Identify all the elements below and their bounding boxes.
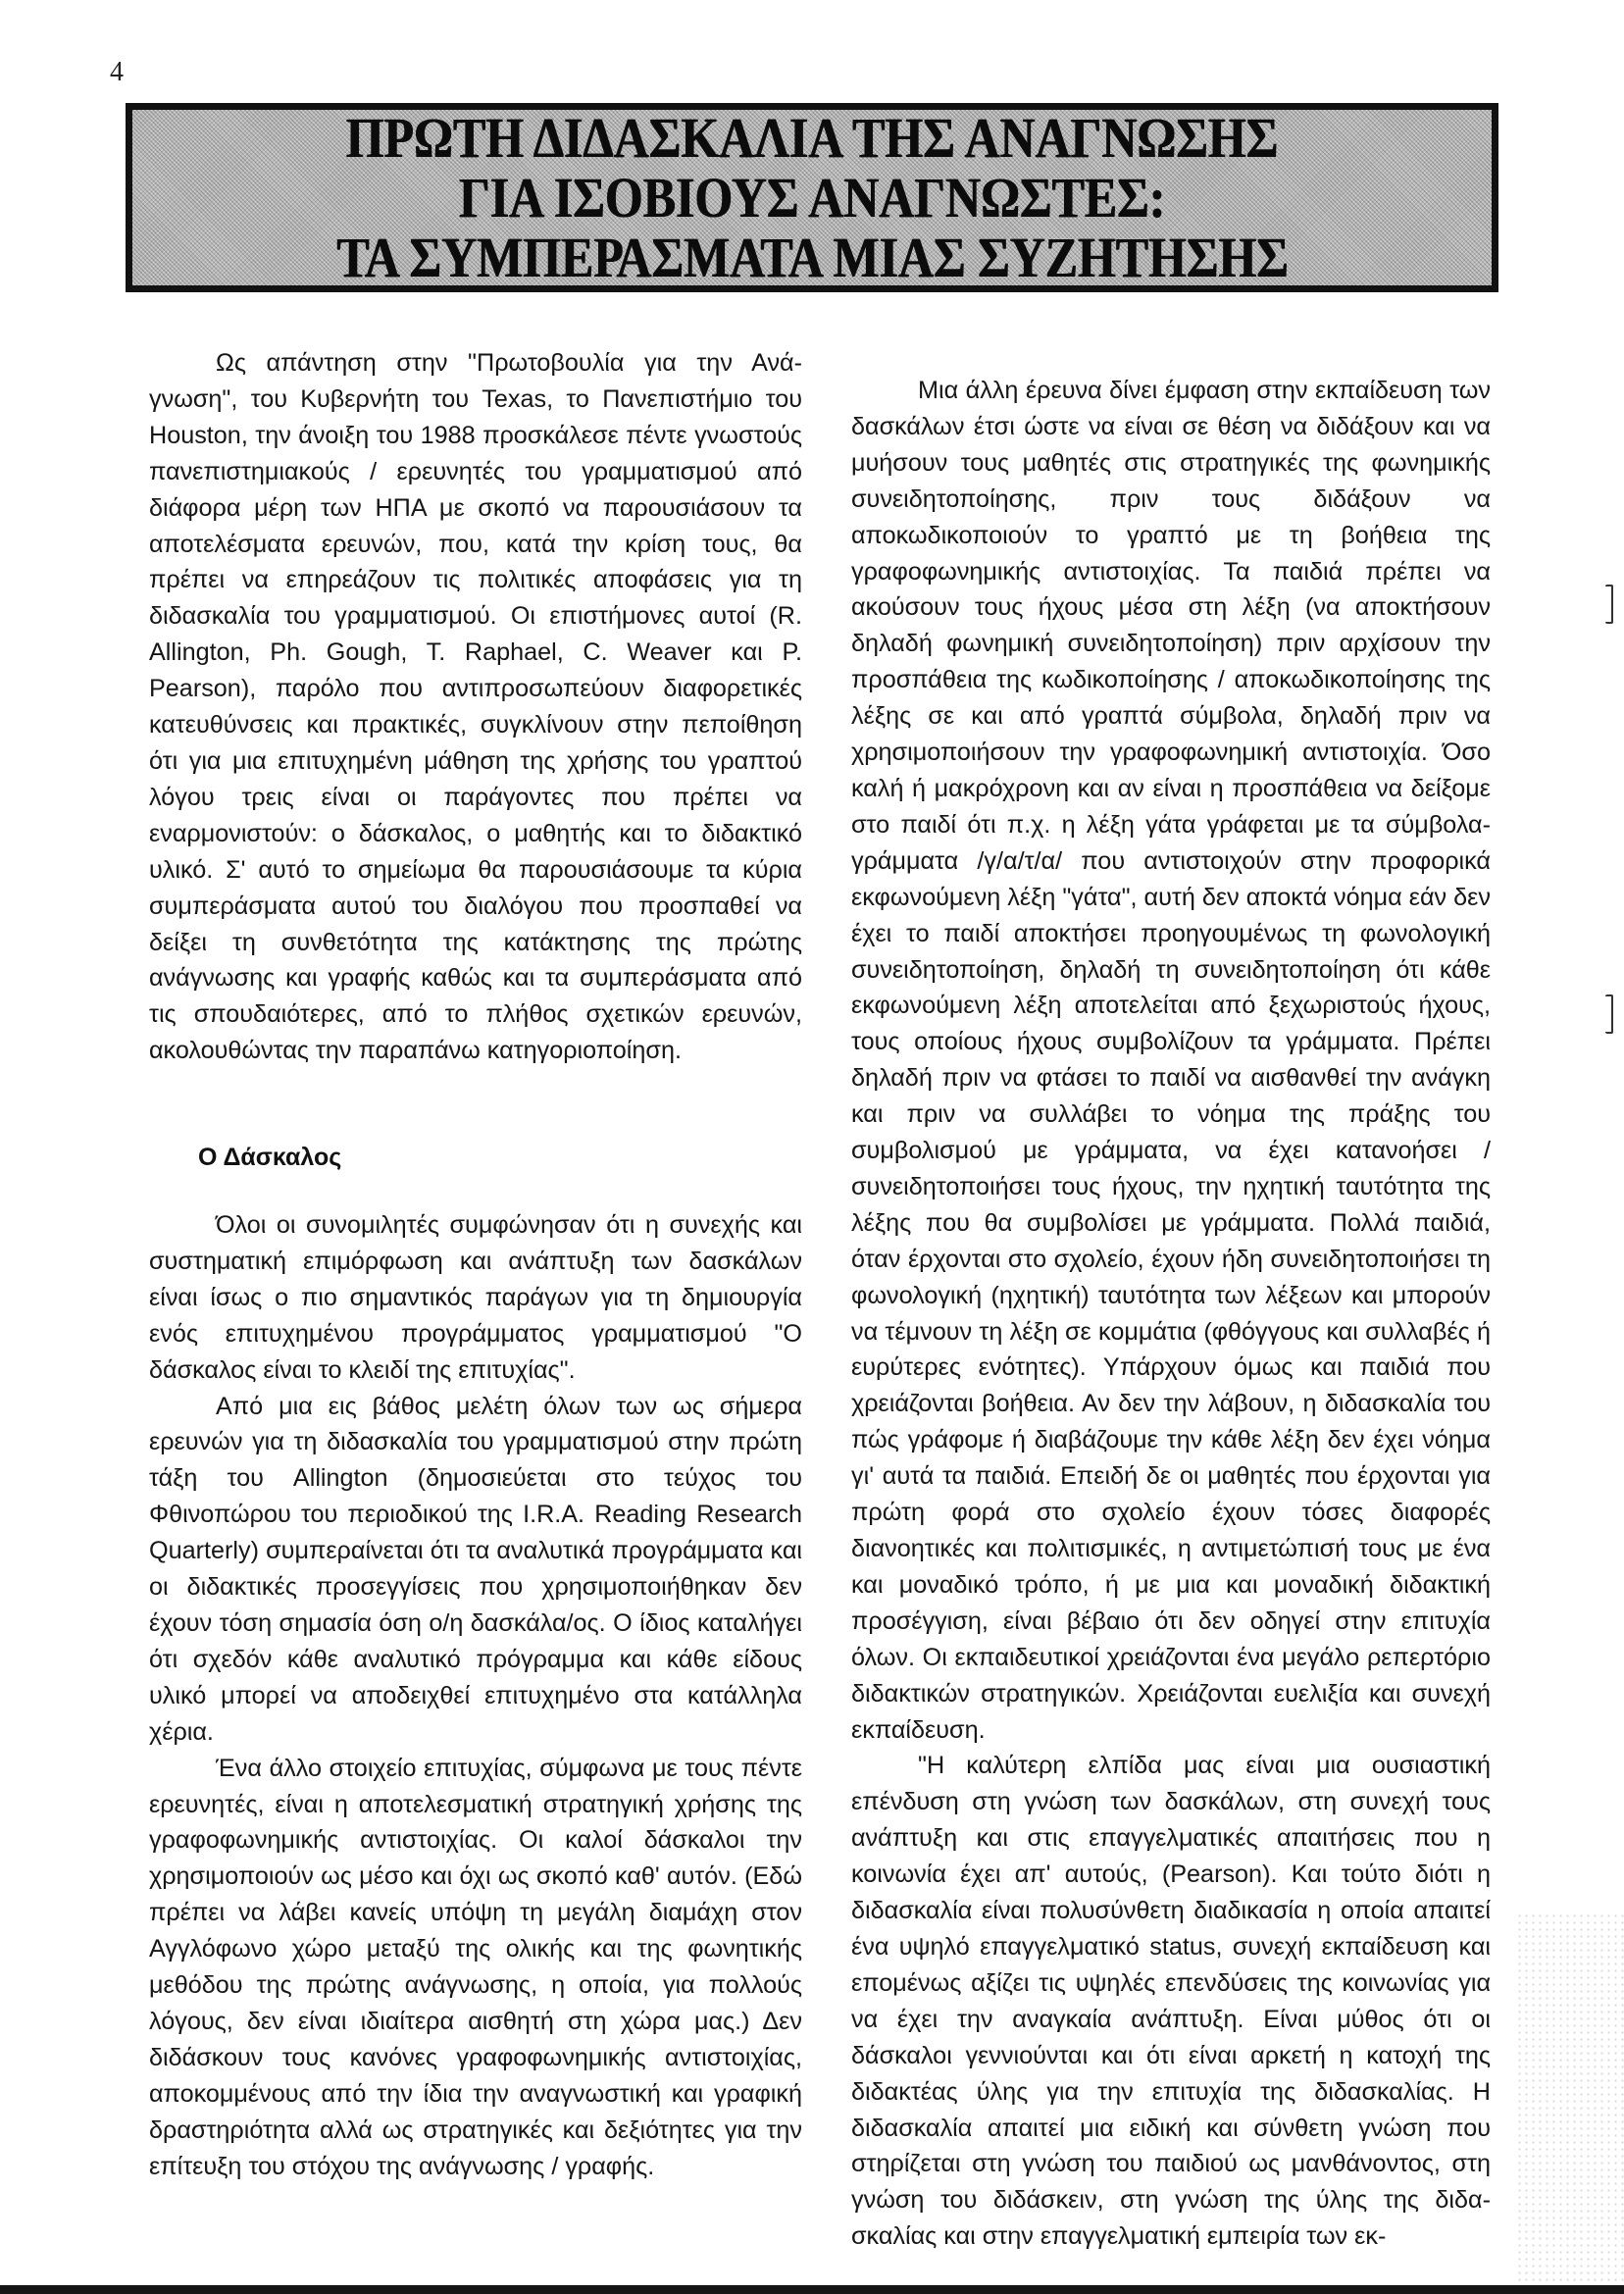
article-title-line-2: ΓΙΑ ΙΣΟΒΙΟΥΣ ΑΝΑΓΝΩΣΤΕΣ: xyxy=(458,166,1166,229)
scan-grain xyxy=(1516,1912,1624,2285)
article-title-line-1: ΠΡΩΤΗ ΔΙΔΑΣΚΑΛΙΑ ΤΗΣ ΑΝΑΓΝΩΣΗΣ xyxy=(345,106,1279,170)
right-column xyxy=(851,373,1491,2255)
body-paragraph: Από μια εις βάθος μελέτη όλων των ως σήμερα ερευνών για τη διδασκαλία του γραμματισμού στην πρώτη τάξη του Allington (δημοσιεύεται στο τεύχος του Φθινοπώρου του περιοδικού της I.R.A. Reading Research Quarterly) συμπεραίνεται ότι τα αναλυτικά προγράμματα και οι διδακτικές προσεγγίσεις που χρησιμοποιήθηκαν δεν έχουν τόση σημασία όση ο/η δασκάλα/ος. Ο ίδιος καταλήγει ότι σχεδόν κάθε αναλυτικό πρόγραμμα και κάθε είδους υλικό μπορεί να αποδειχθεί επιτυχημένο στα κατάλληλα χέρια. xyxy=(149,1392,802,1746)
article-title-line-3: ΤΑ ΣΥΜΠΕΡΑΣΜΑΤΑ ΜΙΑΣ ΣΥΖΗΤΗΣΗΣ xyxy=(335,226,1289,289)
section-heading-teacher: Ο Δάσκαλος xyxy=(198,1144,342,1172)
body-paragraph: Ένα άλλο στοιχείο επιτυχίας, σύμφωνα με τους πέντε ερευνητές, είναι η αποτελεσματική στρατηγική χρήσης της γραφοφωνημικής αντιστοιχίας. Οι καλοί δάσκαλοι την χρησιμοποιούν ως μέσο και όχι ως σκοπό καθ' αυτόν. (Εδώ πρέπει να λάβει κανείς υπόψη τη μεγάλη διαμάχη στον Αγγλόφωνο χώρο μεταξύ της ολικής και της φωνητικής μεθόδου της πρώτης ανάγνωσης, η οποία, για πολλούς λόγους, δεν είναι ιδιαίτερα αισθητή στη χώρα μας.) Δεν διδάσκουν τους κανόνες γραφοφωνημικής αντιστοιχίας, αποκομμένους από την ίδια την αναγνωστική και γραφική δραστηριότητα αλλά ως στρατηγικές και δεξιότητες για την επίτευξη του στόχου της ανάγνωσης / γραφής. xyxy=(149,1754,802,2180)
binding-mark xyxy=(1605,585,1613,624)
body-paragraph: "Η καλύτερη ελπίδα μας είναι μια ουσιαστική επένδυση στη γνώση των δασκάλων, στη συνεχή τους ανάπτυξη και στις επαγγελματικές απαιτήσεις που η κοινωνία έχει απ' αυτούς, (Pearson). Και τούτο διότι η διδασκαλία είναι πολυσύνθετη διαδικασία η οποία απαιτεί ένα υψηλό επαγγελματικό status, συνεχή εκπαίδευση και επομένως αξίζει τις υψηλές επενδύσεις της κοινωνίας για να έχει την αναγκαία ανάπτυξη. Είναι μύθος ότι οι δάσκαλοι γεννιούνται και ότι είναι αρκετή η κατοχή της διδακτέας ύλης για την επιτυχία της διδασκαλίας. Η διδασκαλία απαιτεί μια ειδική και σύνθετη γνώση που στηρίζεται στη γνώση του παιδιού ως μανθάνοντος, στη γνώση του διδάσκειν, στη γνώση της ύλης της διδασκαλίας και στην επαγγελματική εμπειρία των εκ- xyxy=(851,1752,1491,2251)
body-paragraph: Μια άλλη έρευνα δίνει έμφαση στην εκπαίδευση των δασκάλων έτσι ώστε να είναι σε θέση να διδάξουν και να μυήσουν τους μαθητές στις στρατηγικές της φωνημικής συνειδητοποίησης, πριν τους διδάξουν να αποκωδικοποιούν το γραπτό με τη βοήθεια της γραφοφωνημικής αντιστοιχίας. Τα παιδιά πρέπει να ακούσουν τους ήχους μέσα στη λέξη (να αποκτήσουν δηλαδή φωνημική συνειδητοποίηση) πριν αρχίσουν την προσπάθεια της κωδικοποίησης / αποκωδικοποίησης της λέξης σε και από γραπτά σύμβολα, δηλαδή πριν να χρησιμοποιήσουν την γραφοφωνημική αντιστοιχία. Όσο καλή ή μακρόχρονη και αν είναι η προσπάθεια να δείξομε στο παιδί ότι π.χ. η λέξη γάτα γράφεται με τα σύμβολα-γράμματα /γ/α/τ/α/ που αντιστοιχούν στην προφορικά εκφωνούμενη λέξη "γάτα", αυτή δεν αποκτά νόημα εάν δεν έχει το παιδί αποκτήσει προηγουμένως τη φωνολογική συνειδητοποίηση, δηλαδή τη συνειδητοποίηση ότι κάθε εκφωνούμενη λέξη αποτελείται από ξεχωριστούς ήχους, τους οποίους ήχους συμβολίζουν τα γράμματα. Πρέπει δηλαδή πριν να φτάσει το παιδί να αισθανθεί την ανάγκη και πριν να συλλάβει το νόημα της πράξης του συμβολισμού με γράμματα, να έχει κατανοήσει / συνειδητοποιήσει τους ήχους, την ηχητική ταυτότητα της λέξης που θα συμβολίσει με γράμματα. Πολλά παιδιά, όταν έρχονται στο σχολείο, έχουν ήδη συνειδητοποιήσει τη φωνολογική (ηχητική) ταυτότητα των λέξεων και μπορούν να τέμνουν τη λέξη σε κομμάτια (φθόγγους και συλλαβές ή ευρύτερες ενότητες). Υπάρχουν όμως και παιδιά που χρειάζονται βοήθεια. Αν δεν την λάβουν, η διδασκαλία του πώς γράφομε ή διαβάζουμε την κάθε λέξη δεν έχει νόημα γι' αυτά τα παιδιά. Επειδή δε οι μαθητές που έρχονται για πρώτη φορά στο σχολείο έχουν τόσες διαφορές διανοητικές και πολιτισμικές, η αντιμετώπισή τους με ένα και μοναδικό τρόπο, ή με μια και μοναδική διδακτική προσέγγιση, είναι βέβαιο ότι δεν οδηγεί στην επιτυχία όλων. Οι εκπαιδευτικοί χρειάζονται ένα μεγάλο ρεπερτόριο διδακτικών στρατηγικών. Χρειάζονται ευελιξία και συνεχή εκπαίδευση. xyxy=(851,377,1491,1744)
bottom-rule xyxy=(0,2285,1624,2294)
left-column xyxy=(149,345,802,2185)
intro-paragraph: Ως απάντηση στην "Πρωτοβουλία για την Ανάγνωση", του Κυβερνήτη του Texas, το Πανεπιστήμιο του Houston, την άνοιξη του 1988 προσκάλεσε πέντε γνωστούς πανεπιστημιακούς / ερευνητές του γραμματισμού από διάφορα μέρη των ΗΠΑ με σκοπό να παρουσιάσουν τα αποτελέσματα ερευνών, που, κατά την κρίση τους, θα πρέπει να επηρεάζουν τις πολιτικές αποφάσεις για τη διδασκαλία του γραμματισμού. Οι επιστήμονες αυτοί (R. Allington, Ph. Gough, T. Raphael, C. Weaver και P. Pearson), παρόλο που αντιπροσωπεύουν διαφορετικές κατευθύνσεις και πρακτικές, συγκλίνουν στην πεποίθηση ότι για μια επιτυχημένη μάθηση της χρήσης του γραπτού λόγου τρεις είναι οι παράγοντες που πρέπει να εναρμονιστούν: ο δάσκαλος, ο μαθητής και το διδακτικό υλικό. Σ' αυτό το σημείωμα θα παρουσιάσουμε τα κύρια συμπεράσματα αυτού του διαλόγου που προσπαθεί να δείξει τη συνθετότητα της κατάκτησης της πρώτης ανάγνωσης και γραφής καθώς και τα συμπεράσματα από τις σπουδαιότερες, από το πλήθος σχετικών ερευνών, ακολουθώντας την παραπάνω κατηγοριοποίηση. xyxy=(149,349,802,1065)
binding-mark xyxy=(1605,994,1613,1034)
body-paragraph: Όλοι οι συνομιλητές συμφώνησαν ότι η συνεχής και συστηματική επιμόρφωση και ανάπτυξη των δασκάλων είναι ίσως ο πιο σημαντικός παράγων για τη δημιουργία ενός επιτυχημένου προγράμματος γραμματισμού "Ο δάσκαλος είναι το κλειδί της επιτυχίας". xyxy=(149,1211,802,1384)
article-title-box xyxy=(126,103,1498,292)
page-number: 4 xyxy=(110,57,124,87)
